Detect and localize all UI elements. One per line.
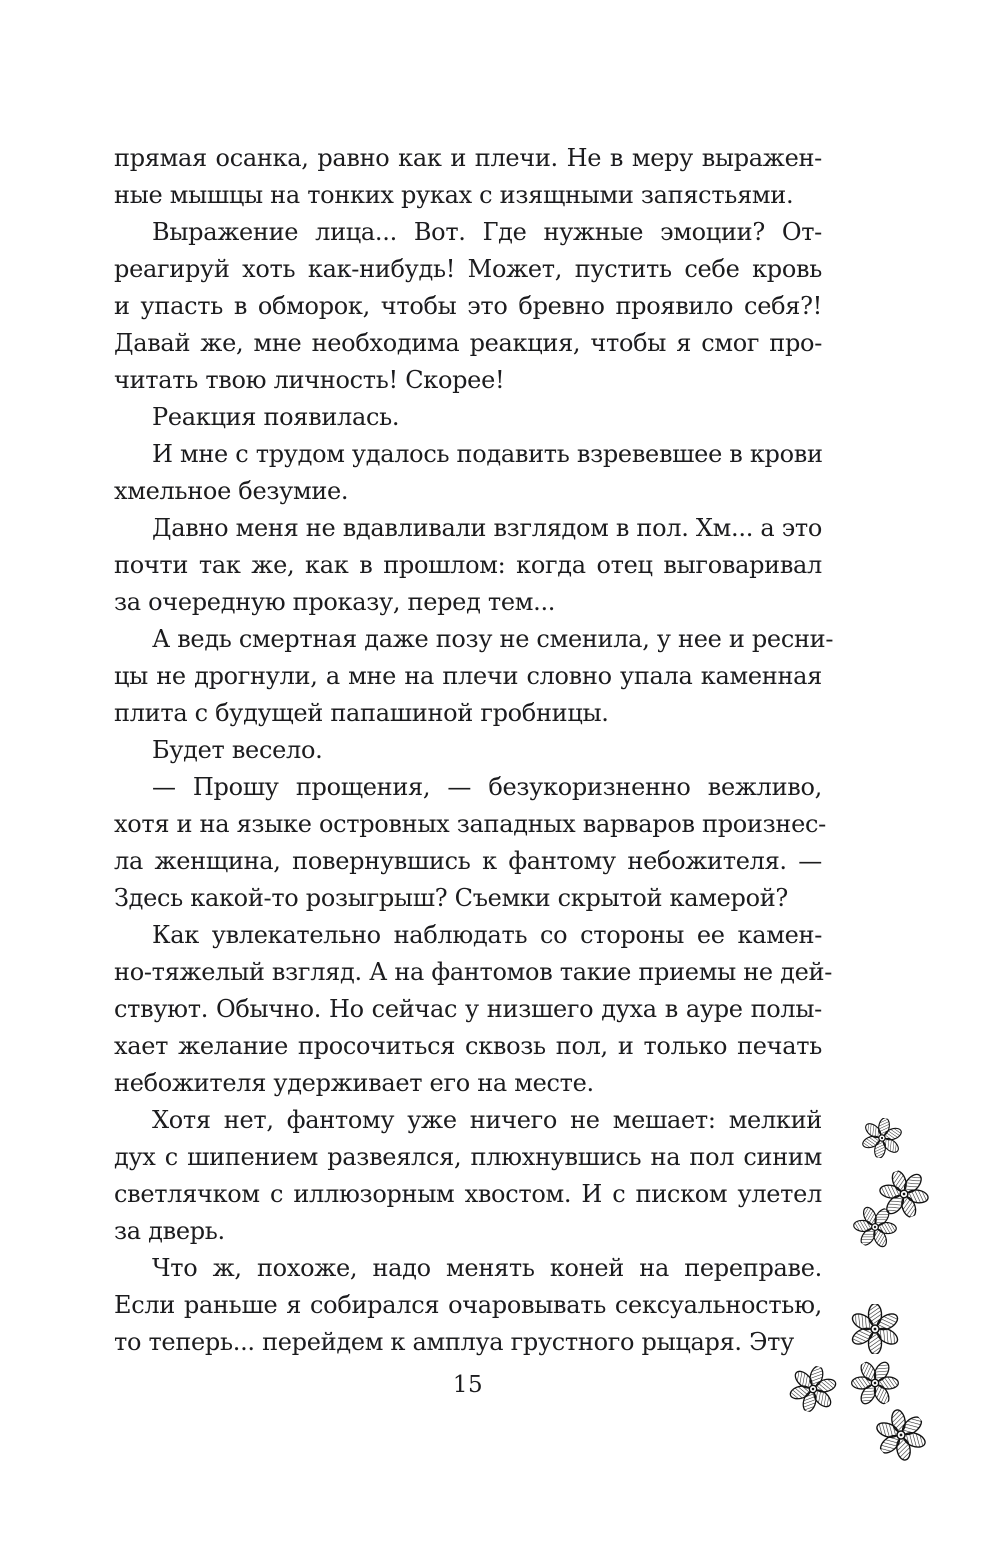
paragraph — [114, 917, 833, 1102]
paragraph — [114, 732, 822, 769]
flower-doodle-icon — [844, 1352, 907, 1415]
text-line: Хотя нет, фантому уже ничего не мешает: мелкий — [152, 1106, 822, 1134]
text-line: реагируй хоть как-нибудь! Может, пустить себе кровь — [114, 255, 822, 283]
text-line: дух с шипением развеялся, плюхнувшись на пол синим — [114, 1143, 822, 1171]
text-line: Здесь какой-то розыгрыш? Съемки скрытой камерой? — [114, 884, 788, 912]
text-line: Выражение лица... Вот. Где нужные эмоции? От- — [152, 218, 822, 246]
text-line: Если раньше я собирался очаровывать сексуальностью, — [114, 1291, 822, 1319]
paragraph — [114, 769, 826, 917]
text-line: И мне с трудом удалось подавить взревевшее в крови — [152, 440, 823, 468]
text-line: Реакция появилась. — [152, 403, 400, 431]
text-line: за очередную проказу, перед тем... — [114, 588, 556, 616]
text-line: — Прошу прощения, — безукоризненно вежливо, — [152, 773, 822, 801]
text-line: светлячком с иллюзорным хвостом. И с писком улетел — [114, 1180, 822, 1208]
text-line: то теперь... перейдем к амплуа грустного рыцаря. Эту — [114, 1328, 794, 1356]
text-line: хает желание просочиться сквозь пол, и только печать — [114, 1032, 822, 1060]
paragraph — [114, 621, 834, 732]
text-line: Давно меня не вдавливали взглядом в пол. Хм... а это — [152, 514, 822, 542]
paragraph — [114, 510, 822, 621]
text-line: ствуют. Обычно. Но сейчас у низшего духа в ауре полы- — [114, 995, 822, 1023]
text-line: почти так же, как в прошлом: когда отец выговаривал — [114, 551, 822, 579]
text-line: прямая осанка, равно как и плечи. Не в меру выражен- — [114, 144, 822, 172]
text-line: Давай же, мне необходима реакция, чтобы я смог про- — [114, 329, 822, 357]
text-line: Что ж, похоже, надо менять коней на переправе. — [152, 1254, 822, 1282]
text-line: Как увлекательно наблюдать со стороны ее камен- — [152, 921, 822, 949]
paragraph — [114, 436, 822, 510]
text-block — [114, 140, 834, 1361]
text-line: хмельное безумие. — [114, 477, 349, 505]
text-line: ные мышцы на тонких руках с изящными запястьями. — [114, 181, 794, 209]
text-line: но-тяжелый взгляд. А на фантомов такие приемы не дей- — [114, 958, 833, 986]
flower-doodle-icon — [850, 1304, 900, 1354]
paragraph — [114, 1250, 822, 1361]
text-line: Будет весело. — [152, 736, 323, 764]
text-line: А ведь смертная даже позу не сменила, у нее и ресни- — [152, 625, 834, 653]
page-number: 15 — [452, 1372, 484, 1398]
paragraph — [114, 214, 822, 399]
flower-doodle-icon — [859, 1115, 905, 1161]
text-line: ла женщина, повернувшись к фантому небожителя. — — [114, 847, 822, 875]
paragraph — [114, 1102, 822, 1250]
text-line: читать твою личность! Скорее! — [114, 366, 505, 394]
text-line: хотя и на языке островных западных варваров произнес- — [114, 810, 826, 838]
text-line: и упасть в обморок, чтобы это бревно проявило себя?! — [114, 292, 822, 320]
text-line: цы не дрогнули, а мне на плечи словно упала каменная — [114, 662, 822, 690]
text-line: за дверь. — [114, 1217, 225, 1245]
flower-doodle-icon — [873, 1163, 935, 1225]
flower-doodle-icon — [846, 1198, 904, 1256]
text-line: небожителя удерживает его на месте. — [114, 1069, 594, 1097]
paragraph — [114, 140, 822, 214]
paragraph — [114, 399, 822, 436]
flower-doodle-icon — [866, 1400, 936, 1470]
text-line: плита с будущей папашиной гробницы. — [114, 699, 609, 727]
